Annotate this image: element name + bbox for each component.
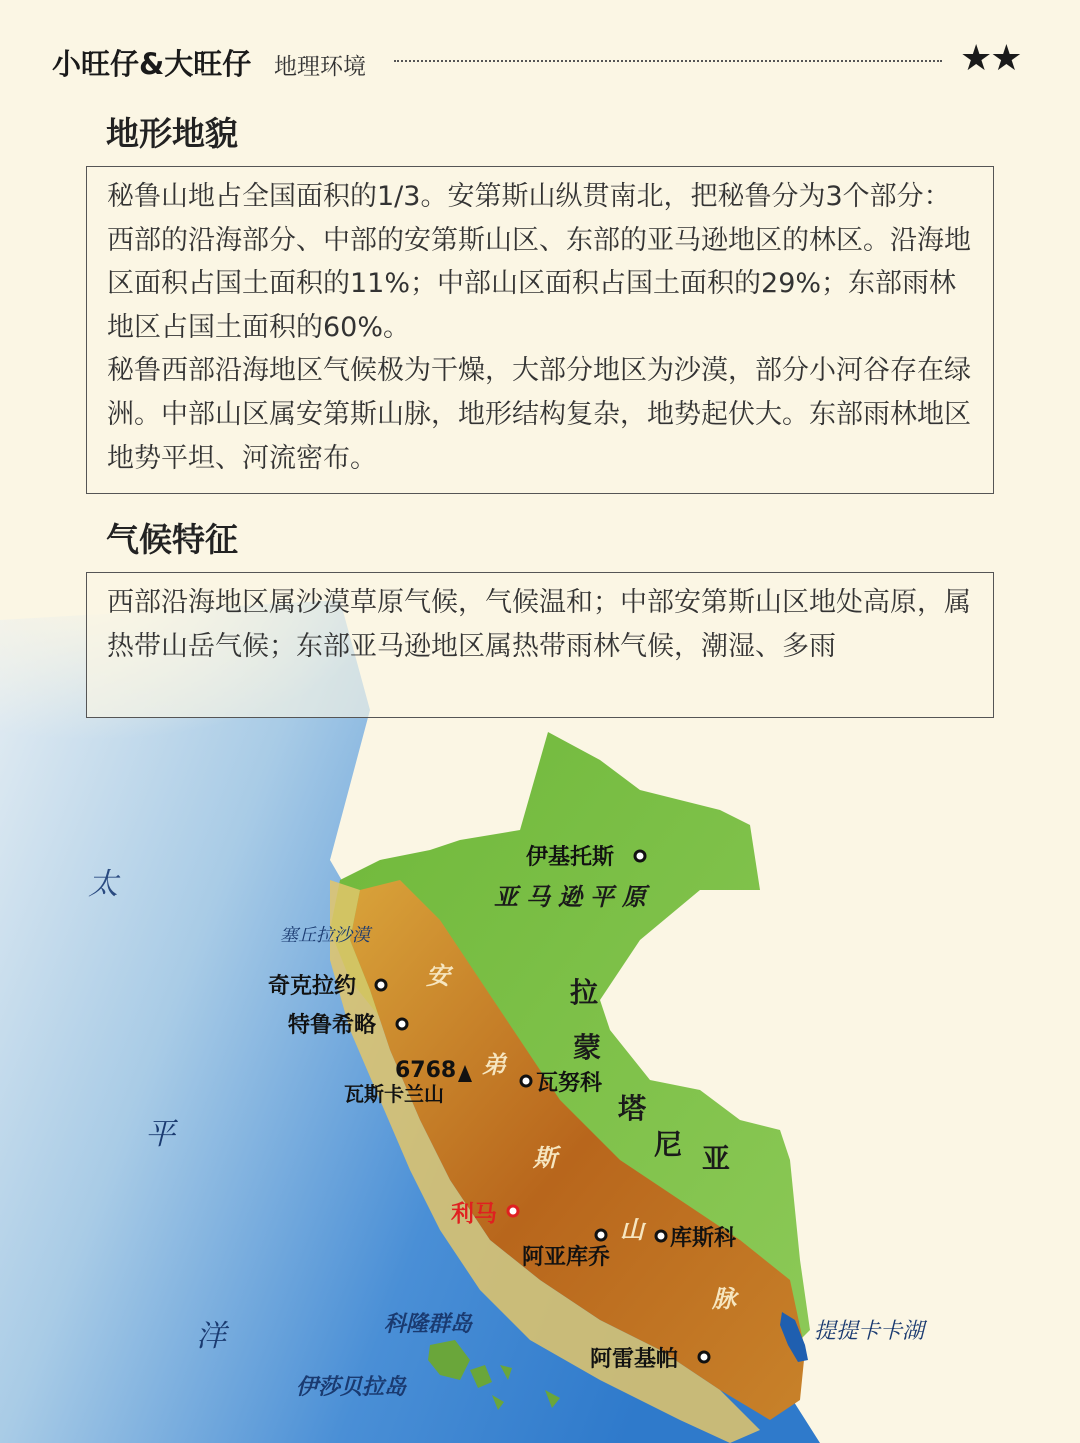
andes-char-3: 斯 — [533, 1144, 557, 1172]
montana-char-4: 尼 — [654, 1128, 683, 1161]
star-rating: ★★ — [960, 38, 1021, 79]
montana-char-3: 塔 — [618, 1092, 647, 1125]
ocean-char-3: 洋 — [196, 1319, 226, 1354]
climate-text-box — [86, 572, 994, 718]
section-heading-climate: 气候特征 — [106, 520, 238, 559]
city-label-cusco: 库斯科 — [670, 1226, 737, 1251]
terrain-paragraph-2: 秘鲁西部沿海地区气候极为干燥，大部分地区为沙漠，部分小河谷存在绿洲。中部山区属安第斯山脉，地形结构复杂，地势起伏大。东部雨林地区地势平坦、河流密布。 — [107, 355, 971, 474]
andes-char-2: 弟 — [482, 1051, 506, 1079]
sechura-desert-label: 塞丘拉沙漠 — [280, 925, 370, 946]
colon-islands-label: 科隆群岛 — [384, 1312, 473, 1337]
city-label-chiclayo: 奇克拉约 — [268, 974, 357, 999]
brand-title: 小旺仔&大旺仔 — [52, 47, 252, 81]
andes-char-1: 安 — [426, 962, 450, 990]
city-label-arequipa: 阿雷基帕 — [590, 1347, 679, 1372]
montana-char-2: 蒙 — [573, 1031, 602, 1064]
amazon-plain-label: 亚马逊平原 — [494, 883, 654, 911]
andes-char-4: 山 — [620, 1216, 644, 1244]
dotted-divider — [394, 60, 942, 62]
andes-char-5: 脉 — [712, 1285, 736, 1313]
isabela-island-label: 伊莎贝拉岛 — [296, 1375, 407, 1400]
city-label-lima: 利马 — [451, 1201, 497, 1227]
peak-name: 瓦斯卡兰山 — [344, 1082, 444, 1106]
peak-elevation: 6768 — [395, 1058, 457, 1083]
ocean-char-1: 太 — [88, 867, 118, 902]
terrain-text-box — [86, 166, 994, 494]
montana-char-1: 拉 — [570, 976, 599, 1009]
section-heading-terrain: 地形地貌 — [106, 114, 238, 153]
climate-paragraph: 西部沿海地区属沙漠草原气候，气候温和；中部安第斯山区地处高原，属热带山岳气候；东部亚马逊地区属热带雨林气候，潮湿、多雨 — [107, 587, 971, 662]
lake-titicaca-label: 提提卡卡湖 — [814, 1319, 925, 1344]
montana-char-5: 亚 — [702, 1142, 731, 1175]
city-label-ayacucho: 阿亚库乔 — [522, 1245, 611, 1270]
city-label-iquitos: 伊基托斯 — [526, 845, 615, 870]
city-label-trujillo: 特鲁希略 — [288, 1013, 377, 1038]
terrain-paragraph-1: 秘鲁山地占全国面积的1/3。安第斯山纵贯南北，把秘鲁分为3个部分：西部的沿海部分、中部的安第斯山区、东部的亚马逊地区的林区。沿海地区面积占国土面积的11%；中部山区面积占国土面积的29%；东部雨林地区占国土面积的60%。 — [107, 181, 971, 343]
city-label-huanuco: 瓦努科 — [536, 1071, 603, 1096]
page-header — [52, 38, 1032, 82]
ocean-char-2: 平 — [145, 1117, 175, 1152]
brand-subtitle: 地理环境 — [274, 54, 366, 80]
